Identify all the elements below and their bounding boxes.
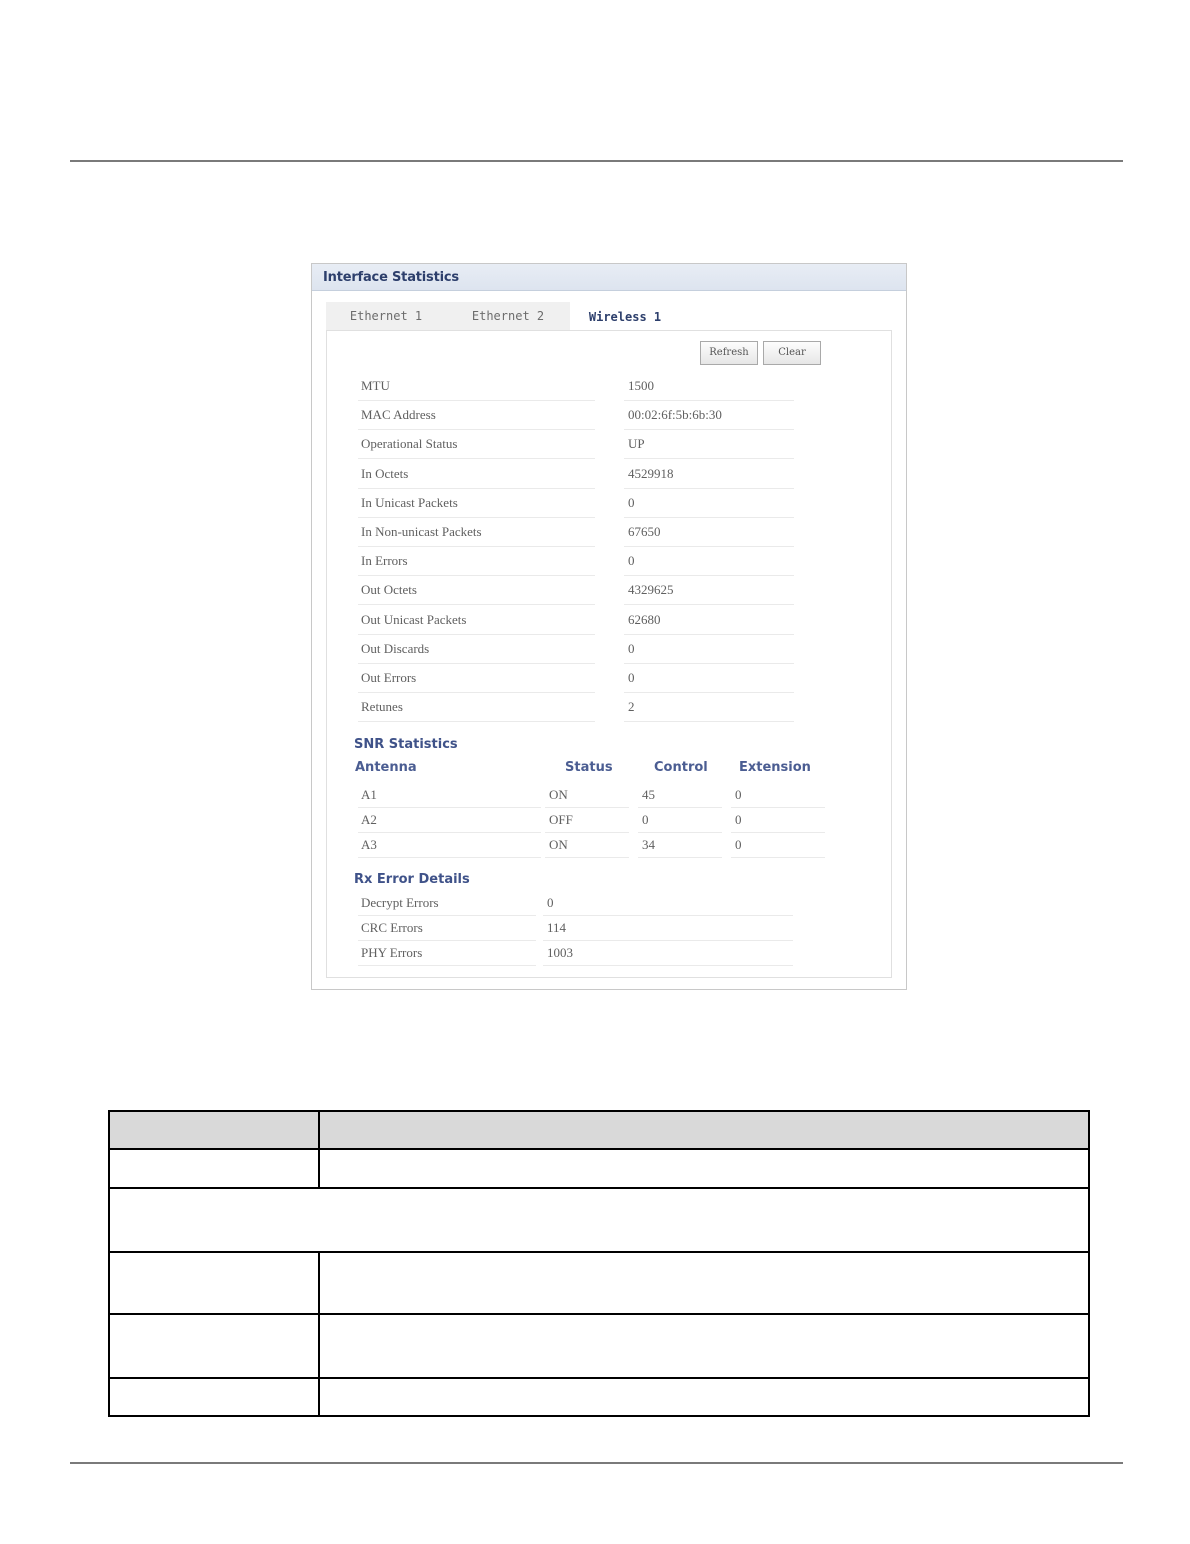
rx-value: 0 bbox=[543, 891, 793, 916]
snr-control: 45 bbox=[638, 783, 722, 808]
stat-row bbox=[358, 430, 790, 459]
tab-ethernet-1[interactable]: Ethernet 1 bbox=[326, 302, 446, 330]
stat-row bbox=[358, 635, 790, 664]
stat-row bbox=[358, 489, 790, 518]
bottom-rule bbox=[70, 1462, 1123, 1464]
stat-label: Out Unicast Packets bbox=[358, 606, 595, 635]
stat-label: In Non-unicast Packets bbox=[358, 518, 595, 547]
top-rule bbox=[70, 160, 1123, 162]
interface-statistics-panel bbox=[311, 263, 907, 990]
snr-antenna: A2 bbox=[358, 808, 541, 833]
stat-row bbox=[358, 664, 790, 693]
stat-row bbox=[358, 372, 790, 401]
snr-header-antenna: Antenna bbox=[355, 760, 417, 775]
stat-value: 0 bbox=[624, 664, 794, 693]
snr-status: ON bbox=[545, 833, 629, 858]
rx-value: 1003 bbox=[543, 941, 793, 966]
stat-value: 62680 bbox=[624, 606, 794, 635]
stat-value: 67650 bbox=[624, 518, 794, 547]
rx-label: Decrypt Errors bbox=[358, 891, 536, 916]
snr-control: 34 bbox=[638, 833, 722, 858]
table-border bbox=[108, 1110, 1090, 1417]
stat-label: MAC Address bbox=[358, 401, 595, 430]
table-rule bbox=[108, 1313, 1090, 1315]
rx-label: PHY Errors bbox=[358, 941, 536, 966]
table-rule bbox=[108, 1148, 1090, 1150]
stat-value: 4529918 bbox=[624, 460, 794, 489]
stat-row bbox=[358, 693, 790, 722]
stat-label: Retunes bbox=[358, 693, 595, 722]
stat-label: Out Octets bbox=[358, 576, 595, 605]
snr-extension: 0 bbox=[731, 833, 825, 858]
rx-section-title: Rx Error Details bbox=[354, 872, 470, 887]
snr-section-title: SNR Statistics bbox=[354, 737, 458, 752]
stat-row bbox=[358, 518, 790, 547]
tab-ethernet-2[interactable]: Ethernet 2 bbox=[446, 302, 570, 330]
stat-value: 2 bbox=[624, 693, 794, 722]
stat-label: In Errors bbox=[358, 547, 595, 576]
stat-value: 4329625 bbox=[624, 576, 794, 605]
clear-button[interactable]: Clear bbox=[763, 341, 821, 365]
stat-row bbox=[358, 460, 790, 489]
snr-status: OFF bbox=[545, 808, 629, 833]
table-rule bbox=[108, 1377, 1090, 1379]
snr-antenna: A1 bbox=[358, 783, 541, 808]
stat-row bbox=[358, 576, 790, 605]
stat-row bbox=[358, 401, 790, 430]
table-rule bbox=[108, 1187, 1090, 1189]
snr-header-control: Control bbox=[654, 760, 708, 775]
panel-title: Interface Statistics bbox=[312, 264, 906, 291]
stat-value: 1500 bbox=[624, 372, 794, 401]
stat-value: UP bbox=[624, 430, 794, 459]
stat-label: Out Errors bbox=[358, 664, 595, 693]
tab-wireless-1[interactable]: Wireless 1 bbox=[570, 302, 680, 330]
stat-label: Out Discards bbox=[358, 635, 595, 664]
stat-label: MTU bbox=[358, 372, 595, 401]
snr-control: 0 bbox=[638, 808, 722, 833]
table-column-divider bbox=[318, 1251, 320, 1417]
snr-extension: 0 bbox=[731, 783, 825, 808]
tab-strip bbox=[326, 302, 892, 330]
rx-value: 114 bbox=[543, 916, 793, 941]
stat-value: 00:02:6f:5b:6b:30 bbox=[624, 401, 794, 430]
document-table bbox=[108, 1110, 1090, 1417]
stat-label: In Octets bbox=[358, 460, 595, 489]
snr-extension: 0 bbox=[731, 808, 825, 833]
snr-antenna: A3 bbox=[358, 833, 541, 858]
table-rule bbox=[108, 1251, 1090, 1253]
snr-header-status: Status bbox=[565, 760, 613, 775]
stat-value: 0 bbox=[624, 489, 794, 518]
rx-label: CRC Errors bbox=[358, 916, 536, 941]
stat-label: Operational Status bbox=[358, 430, 595, 459]
stat-value: 0 bbox=[624, 547, 794, 576]
refresh-button[interactable]: Refresh bbox=[700, 341, 758, 365]
stat-row bbox=[358, 606, 790, 635]
stat-row bbox=[358, 547, 790, 576]
snr-header-extension: Extension bbox=[739, 760, 811, 775]
snr-status: ON bbox=[545, 783, 629, 808]
stat-label: In Unicast Packets bbox=[358, 489, 595, 518]
stat-value: 0 bbox=[624, 635, 794, 664]
table-column-divider bbox=[318, 1110, 320, 1189]
